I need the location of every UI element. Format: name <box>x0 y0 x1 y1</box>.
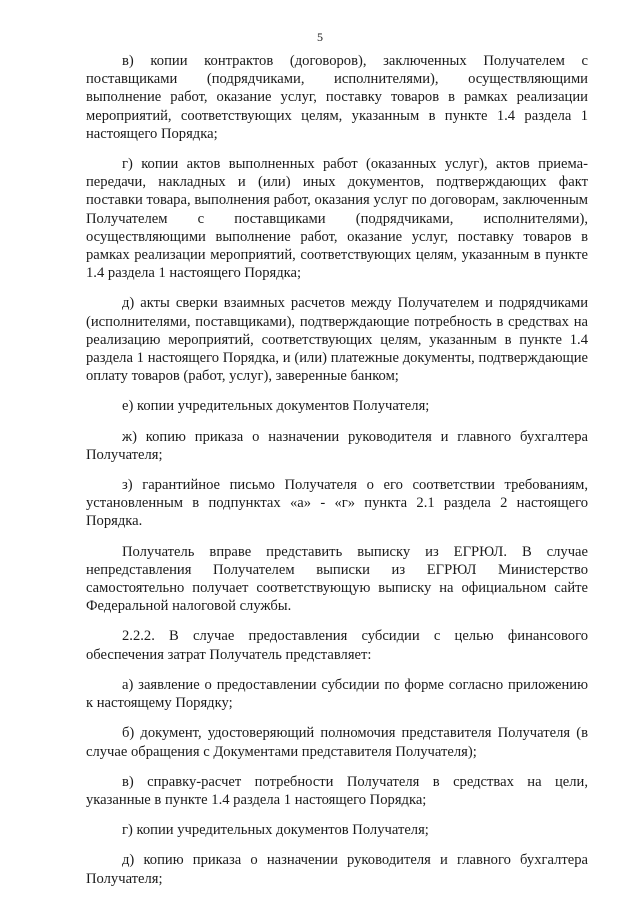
paragraph-item-d: д) акты сверки взаимных расчетов между Получателем и подрядчиками (исполнителями, поставщиками), подтверждающие потребность в средствах на реализацию мероприятий, соответствующих целям, указанным в пункте 1.4 раздела 1 настоящего Порядка, и (или) платежные документы, подтверждающие оплату товаров (работ, услуг), заверенные банком; <box>86 295 588 385</box>
paragraph-item-g: г) копии актов выполненных работ (оказанных услуг), актов приема-передачи, накладных и (или) иных документов, подтверждающих факт поставки товара, выполнения работ, оказания услуг по договорам, заключенным Получателем с поставщиками (подрядчиками, исполнителями), осуществляющими выполнение работ, оказание услуг, поставку товаров в рамках реализации мероприятий, соответствующих целям, указанным в пункте 1.4 раздела 1 настоящего Порядка; <box>86 156 588 282</box>
paragraph-item-v-2: в) справку-расчет потребности Получателя в средствах на цели, указанные в пункте 1.4 раздела 1 настоящего Порядка; <box>86 773 588 808</box>
paragraph-item-z: з) гарантийное письмо Получателя о его соответствии требованиям, установленным в подпунктах «а» - «г» пункта 2.1 раздела 2 настоящего Порядка. <box>86 477 588 530</box>
paragraph-section-2-2-2: 2.2.2. В случае предоставления субсидии с целью финансового обеспечения затрат Получатель представляет: <box>86 628 588 663</box>
page-number: 5 <box>317 30 323 44</box>
paragraph-item-g-2: г) копии учредительных документов Получателя; <box>122 822 429 839</box>
paragraph-item-v: в) копии контрактов (договоров), заключенных Получателем с поставщиками (подрядчиками, исполнителями), осуществляющими выполнение работ, оказание услуг, поставку товаров в рамках реализации мероприятий, соответствующих целям, указанным в пункте 1.4 раздела 1 настоящего Порядка; <box>86 53 588 142</box>
paragraph-item-e: е) копии учредительных документов Получателя; <box>122 398 430 415</box>
paragraph-item-zh: ж) копию приказа о назначении руководителя и главного бухгалтера Получателя; <box>86 428 588 463</box>
paragraph-item-b: б) документ, удостоверяющий полномочия представителя Получателя (в случае обращения с Документами представителя Получателя); <box>86 725 588 760</box>
paragraph-item-a: а) заявление о предоставлении субсидии по форме согласно приложению к настоящему Порядку; <box>86 676 588 712</box>
paragraph-egrul-note: Получатель вправе представить выписку из ЕГРЮЛ. В случае непредставления Получателем выписки из ЕГРЮЛ Министерство самостоятельно получает соответствующую выписку на официальном сайте Федеральной налоговой службы. <box>86 543 588 615</box>
document-body <box>86 52 588 900</box>
paragraph-item-d-2: д) копию приказа о назначении руководителя и главного бухгалтера Получателя; <box>86 852 588 887</box>
